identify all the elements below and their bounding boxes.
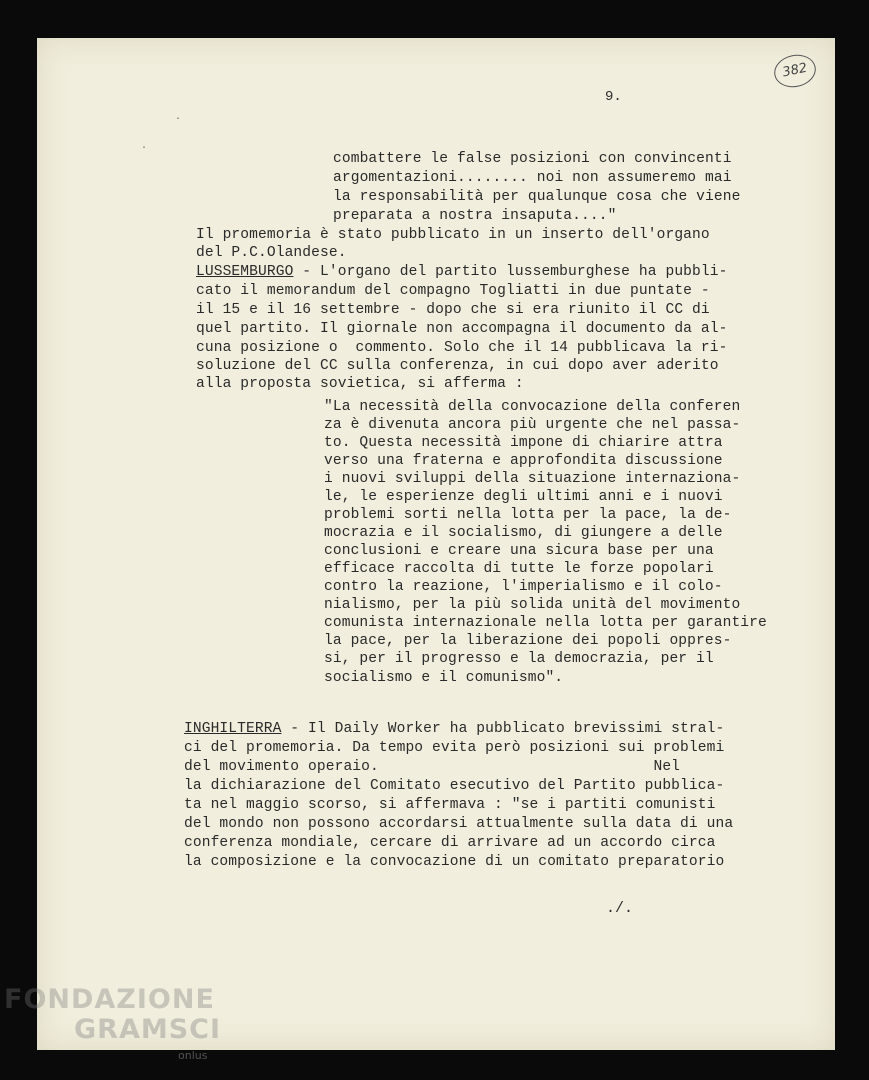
heading-line-rest: - L'organo del partito lussemburghese ha pubbli- xyxy=(293,264,728,280)
heading-line-rest: - Il Daily Worker ha pubblicato brevissimi stral- xyxy=(281,721,725,737)
text-line: del P.C.Olandese. xyxy=(196,245,347,261)
text-line: Il promemoria è stato pubblicato in un inserto dell'organo xyxy=(196,227,710,243)
text-line: nialismo, per la più solida unità del movimento xyxy=(324,597,741,613)
text-line: alla proposta sovietica, si afferma : xyxy=(196,376,524,392)
text-line xyxy=(184,720,724,738)
page-number: 9. xyxy=(605,89,622,105)
text-line: conferenza mondiale, cercare di arrivare ad un accordo circa xyxy=(184,835,716,851)
text-line: argomentazioni........ noi non assumeremo mai xyxy=(333,170,732,186)
text-line: ci del promemoria. Da tempo evita però posizioni sui problemi xyxy=(184,740,725,756)
text-line: del mondo non possono accordarsi attualmente sulla data di una xyxy=(184,816,734,832)
text-line: preparata a nostra insaputa...." xyxy=(333,208,617,224)
text-line: quel partito. Il giornale non accompagna il documento da al- xyxy=(196,321,728,337)
continuation-mark: ./. xyxy=(606,900,634,917)
text-line xyxy=(196,263,727,281)
watermark-logo-line2: GRAMSCI xyxy=(74,1014,222,1045)
text-line: il 15 e il 16 settembre - dopo che si era riunito il CC di xyxy=(196,302,710,318)
archive-stamp: 382 xyxy=(771,51,819,91)
text-line: contro la reazione, l'imperialismo e il colo- xyxy=(324,579,723,595)
text-line: la dichiarazione del Comitato esecutivo del Partito pubblica- xyxy=(184,778,725,794)
text-line: za è divenuta ancora più urgente che nel passa- xyxy=(324,417,741,433)
text-line: soluzione del CC sulla conferenza, in cui dopo aver aderito xyxy=(196,358,719,374)
ink-speck: · xyxy=(141,143,148,154)
text-line: efficace raccolta di tutte le forze popolari xyxy=(324,561,714,577)
text-line: le, le esperienze degli ultimi anni e i nuovi xyxy=(324,489,723,505)
text-line: to. Questa necessità impone di chiarire attra xyxy=(324,435,723,451)
text-line: "La necessità della convocazione della conferen xyxy=(324,399,741,415)
text-line: la responsabilità per qualunque cosa che viene xyxy=(333,189,741,205)
text-line: si, per il progresso e la democrazia, per il xyxy=(324,651,714,667)
section-heading-inghilterra: INGHILTERRA xyxy=(184,721,282,737)
watermark-logo-onlus: onlus xyxy=(178,1049,208,1062)
section-heading-lussemburgo: LUSSEMBURGO xyxy=(196,264,294,280)
text-line: problemi sorti nella lotta per la pace, la de- xyxy=(324,507,732,523)
text-line: cuna posizione o commento. Solo che il 14 pubblicava la ri- xyxy=(196,340,728,356)
text-line: i nuovi sviluppi della situazione internaziona- xyxy=(324,471,741,487)
text-line: cato il memorandum del compagno Togliatti in due puntate - xyxy=(196,283,710,299)
text-line: la pace, per la liberazione dei popoli oppres- xyxy=(324,633,732,649)
text-line: comunista internazionale nella lotta per garantire xyxy=(324,615,767,631)
text-line: combattere le false posizioni con convincenti xyxy=(333,151,732,167)
text-line: socialismo e il comunismo". xyxy=(324,670,564,686)
text-line: ta nel maggio scorso, si affermava : "se i partiti comunisti xyxy=(184,797,716,813)
ink-speck: · xyxy=(175,114,182,125)
text-line: del movimento operaio. Nel xyxy=(184,759,681,775)
text-line: conclusioni e creare una sicura base per una xyxy=(324,543,714,559)
text-line: la composizione e la convocazione di un comitato preparatorio xyxy=(184,854,725,870)
watermark-logo-line1: FONDAZIONE xyxy=(4,984,215,1015)
text-line: mocrazia e il socialismo, di giungere a delle xyxy=(324,525,723,541)
text-line: verso una fraterna e approfondita discussione xyxy=(324,453,723,469)
